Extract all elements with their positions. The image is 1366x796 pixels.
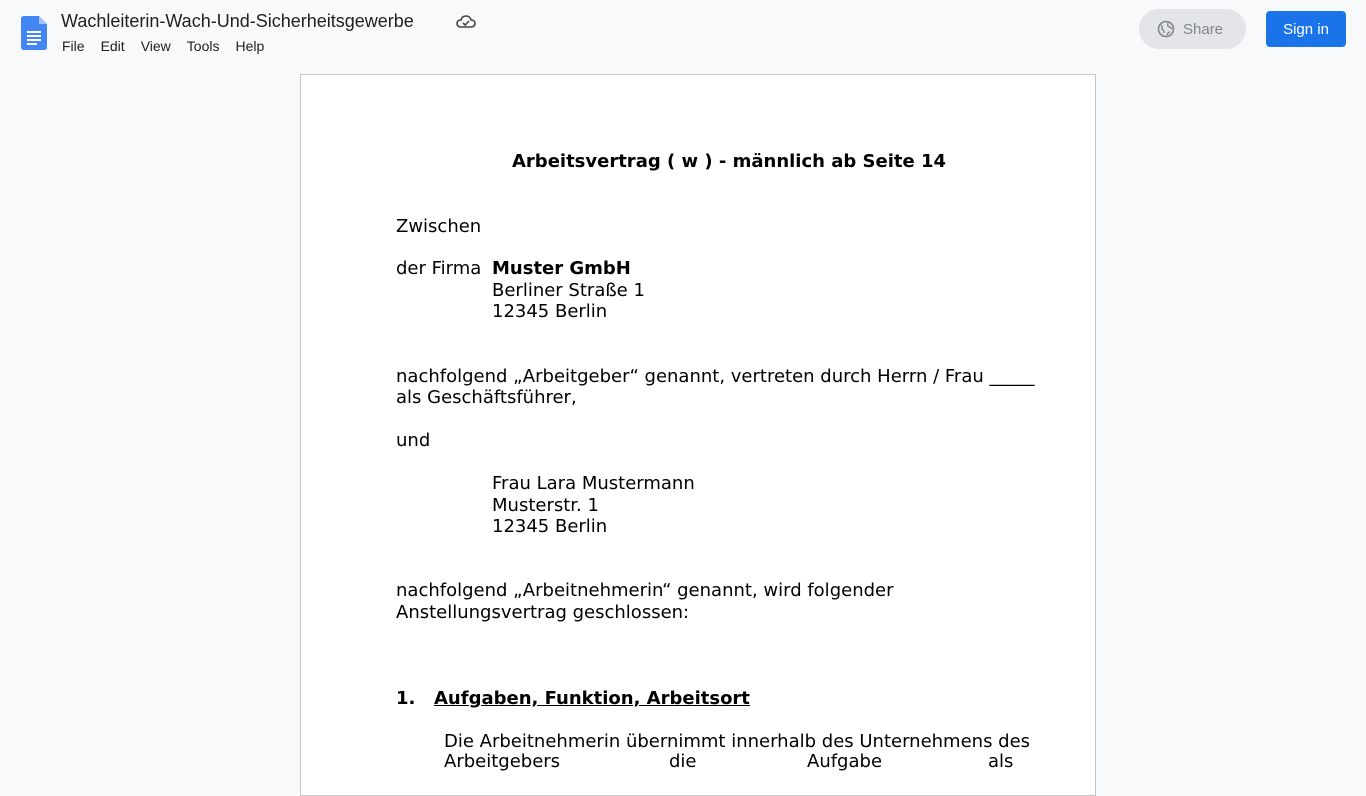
employer-paragraph-line2: als Geschäftsführer, [396,387,577,408]
section-body-line1: Die Arbeitnehmerin übernimmt innerhalb des Unternehmens des [444,731,1031,752]
employer-street: Berliner Straße 1 [492,280,645,301]
menu-tools[interactable]: Tools [186,38,220,54]
share-label: Share [1183,20,1224,38]
sign-in-button[interactable]: Sign in [1266,11,1346,47]
menu-bar [54,36,272,56]
menu-file[interactable]: File [62,38,85,54]
section-number: 1. [396,688,416,709]
top-bar [0,0,1366,64]
employee-name: Frau Lara Mustermann [492,473,695,494]
section-body-word: Aufgabe [807,751,883,772]
section-body-word: Arbeitgebers [444,751,561,772]
employee-paragraph-line1: nachfolgend „Arbeitnehmerin“ genannt, wird folgender [396,580,894,601]
und-text: und [396,430,431,451]
section-body-word: als [988,751,1014,772]
employee-city: 12345 Berlin [492,516,608,537]
cloud-saved-icon[interactable] [455,12,477,32]
menu-view[interactable]: View [140,38,171,54]
section-title: Aufgaben, Funktion, Arbeitsort [434,688,750,709]
employee-paragraph-line2: Anstellungsvertrag geschlossen: [396,602,690,623]
menu-help[interactable]: Help [235,38,265,54]
menu-edit[interactable]: Edit [100,38,125,54]
section-body-word: die [669,751,697,772]
document-page [300,74,1096,796]
zwischen-text: Zwischen [396,216,482,237]
employer-paragraph-line1: nachfolgend „Arbeitgeber“ genannt, vertreten durch Herrn / Frau _____ [396,366,1035,387]
firma-label: der Firma [396,258,482,279]
docs-logo-icon[interactable] [21,16,47,50]
employer-city: 12345 Berlin [492,301,608,322]
document-heading: Arbeitsvertrag ( w ) - männlich ab Seite 14 [512,151,946,172]
employee-street: Musterstr. 1 [492,495,599,516]
employer-name: Muster GmbH [492,258,631,279]
document-title[interactable]: Wachleiterin-Wach-Und-Sicherheitsgewerbe [61,11,414,31]
globe-icon [1157,20,1175,38]
share-button[interactable] [1139,9,1246,49]
